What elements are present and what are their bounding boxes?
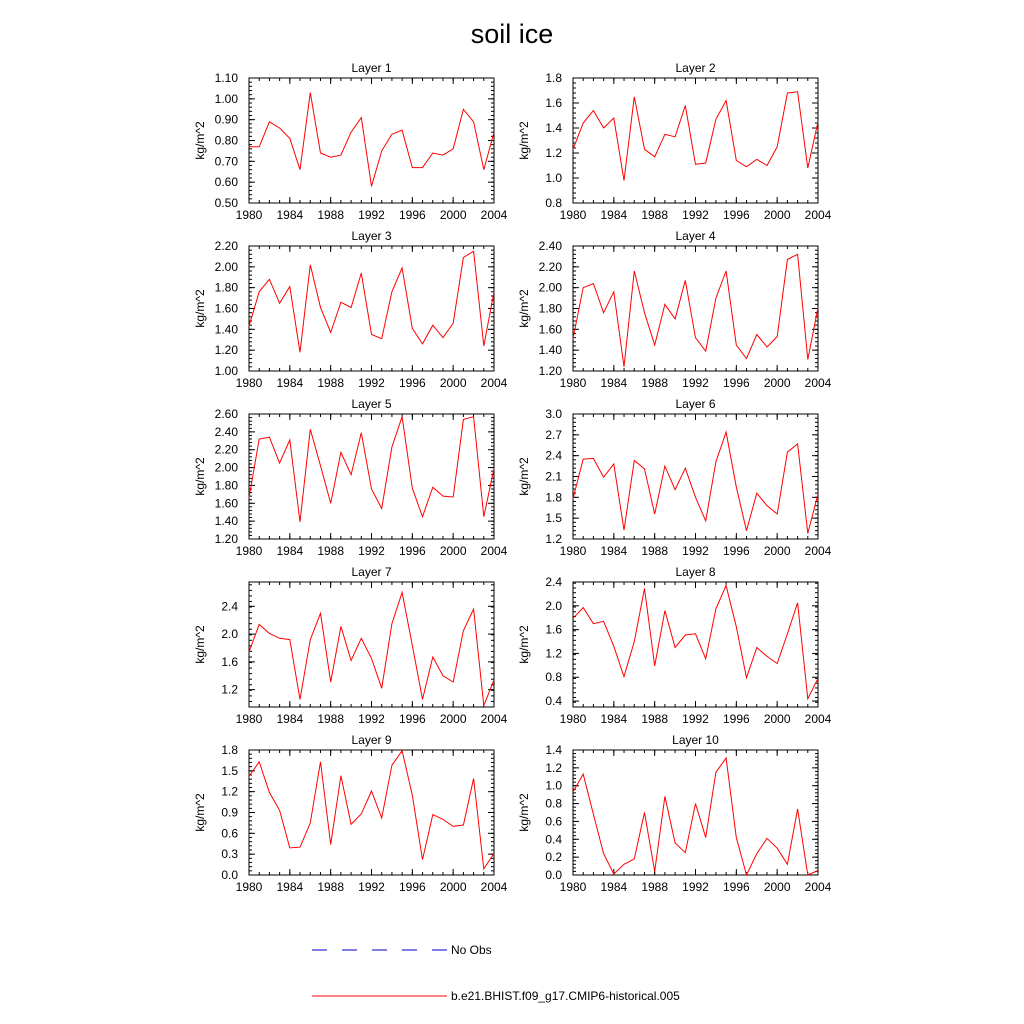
panel-10 xyxy=(517,733,832,894)
panel-5-series-line xyxy=(249,417,494,522)
panel-3-y-tick-label: 1.40 xyxy=(214,322,238,337)
panel-10-x-tick-label: 1996 xyxy=(722,880,750,894)
panel-7-y-tick-label: 1.2 xyxy=(221,682,238,697)
panel-10-y-tick-label: 1.2 xyxy=(545,760,562,775)
panel-2 xyxy=(517,61,832,222)
panel-2-x-tick-label: 1996 xyxy=(722,208,750,222)
panel-6-y-tick-label: 1.5 xyxy=(545,511,562,526)
panel-1-x-tick-label: 1988 xyxy=(317,208,345,222)
panel-3-y-axis-label: kg/m^2 xyxy=(193,289,207,328)
legend xyxy=(312,943,680,1003)
panel-1-series-line xyxy=(249,93,494,187)
panel-2-title: Layer 2 xyxy=(675,61,716,75)
panel-8-x-tick-label: 1992 xyxy=(682,712,709,726)
panel-5-y-tick-label: 1.80 xyxy=(214,478,238,493)
panel-3-x-tick-label: 1996 xyxy=(398,376,426,390)
panel-5-y-tick-label: 2.00 xyxy=(214,460,238,475)
panel-10-y-tick-label: 0.6 xyxy=(545,814,562,829)
panel-1-y-tick-label: 0.60 xyxy=(214,175,238,190)
panel-6-series-line xyxy=(573,432,818,533)
panel-5-x-tick-label: 1980 xyxy=(235,544,263,558)
panel-9-title: Layer 9 xyxy=(351,733,392,747)
panel-3-series-line xyxy=(249,251,494,352)
legend-model-label: b.e21.BHIST.f09_g17.CMIP6-historical.005 xyxy=(451,989,680,1003)
figure-title: soil ice xyxy=(470,19,554,49)
panel-5-x-tick-label: 1984 xyxy=(276,544,304,558)
panel-6-y-tick-label: 2.7 xyxy=(545,427,562,442)
panel-3-title: Layer 3 xyxy=(351,229,392,243)
panel-8-series-line xyxy=(573,586,818,699)
panel-10-y-tick-label: 1.0 xyxy=(545,778,562,793)
panel-7-frame xyxy=(249,582,494,707)
panel-1-y-tick-label: 0.70 xyxy=(214,154,238,169)
panel-3-y-tick-label: 1.60 xyxy=(214,301,238,316)
panel-6 xyxy=(517,397,832,558)
panel-5-y-tick-label: 1.40 xyxy=(214,514,238,529)
panel-9-y-tick-label: 0.9 xyxy=(221,805,238,820)
panel-1-x-tick-label: 2000 xyxy=(439,208,467,222)
panel-4-y-tick-label: 2.40 xyxy=(538,239,562,253)
panel-3-x-tick-label: 1988 xyxy=(317,376,345,390)
panel-6-y-tick-label: 3.0 xyxy=(545,407,562,421)
panel-1-x-tick-label: 1984 xyxy=(276,208,304,222)
panel-7-y-tick-label: 2.4 xyxy=(221,599,238,614)
panel-4-x-tick-label: 1996 xyxy=(722,376,750,390)
panel-3-x-tick-label: 2004 xyxy=(480,376,508,390)
panel-9-y-axis-label: kg/m^2 xyxy=(193,793,207,832)
panel-9 xyxy=(193,733,508,894)
panel-4-y-tick-label: 2.20 xyxy=(538,259,562,274)
panel-9-x-tick-label: 1980 xyxy=(235,880,263,894)
panel-9-x-tick-label: 2004 xyxy=(480,880,508,894)
panel-9-x-tick-label: 1984 xyxy=(276,880,304,894)
panel-2-x-tick-label: 1992 xyxy=(682,208,709,222)
panel-4-y-tick-label: 2.00 xyxy=(538,280,562,295)
panel-1-x-tick-label: 1992 xyxy=(358,208,385,222)
panel-9-y-tick-label: 0.0 xyxy=(221,868,238,882)
panel-5-y-axis-label: kg/m^2 xyxy=(193,457,207,496)
panel-1-y-axis-label: kg/m^2 xyxy=(193,121,207,160)
panel-10-x-tick-label: 2004 xyxy=(804,880,832,894)
panel-6-frame xyxy=(573,414,818,539)
panel-7-series-line xyxy=(249,592,494,705)
panel-7-x-tick-label: 1988 xyxy=(317,712,345,726)
panel-4-x-tick-label: 1984 xyxy=(600,376,628,390)
panel-8-y-tick-label: 1.2 xyxy=(545,646,562,661)
panel-6-y-tick-label: 1.2 xyxy=(545,532,562,546)
panel-4-title: Layer 4 xyxy=(675,229,716,243)
panel-3-y-tick-label: 1.00 xyxy=(214,364,238,378)
panel-2-x-tick-label: 1980 xyxy=(559,208,587,222)
panel-7-x-tick-label: 1980 xyxy=(235,712,263,726)
panel-6-x-tick-label: 1984 xyxy=(600,544,628,558)
panel-10-y-tick-label: 1.4 xyxy=(545,743,562,757)
panel-6-x-tick-label: 1988 xyxy=(641,544,669,558)
panel-1-x-tick-label: 2004 xyxy=(480,208,508,222)
panel-8-x-tick-label: 1984 xyxy=(600,712,628,726)
panel-4-x-tick-label: 1992 xyxy=(682,376,709,390)
panel-5-x-tick-label: 1988 xyxy=(317,544,345,558)
panel-7-y-axis-label: kg/m^2 xyxy=(193,625,207,664)
panel-8-y-tick-label: 0.8 xyxy=(545,670,562,685)
panel-9-y-tick-label: 1.2 xyxy=(221,784,238,799)
panel-4-x-tick-label: 1980 xyxy=(559,376,587,390)
panel-2-y-tick-label: 0.8 xyxy=(545,196,562,210)
panel-8-frame xyxy=(573,582,818,707)
panel-2-frame xyxy=(573,78,818,203)
legend-no-obs-label: No Obs xyxy=(451,943,492,957)
panel-4-x-tick-label: 2000 xyxy=(763,376,791,390)
panel-2-y-axis-label: kg/m^2 xyxy=(517,121,531,160)
panel-4-y-tick-label: 1.20 xyxy=(538,364,562,378)
panel-8-x-tick-label: 1988 xyxy=(641,712,669,726)
panel-6-x-tick-label: 1996 xyxy=(722,544,750,558)
panel-8-title: Layer 8 xyxy=(675,565,716,579)
panel-5-x-tick-label: 1992 xyxy=(358,544,385,558)
panel-5-y-tick-label: 2.40 xyxy=(214,424,238,439)
panel-10-series-line xyxy=(573,758,818,875)
panel-3-y-tick-label: 2.00 xyxy=(214,259,238,274)
panel-5-x-tick-label: 1996 xyxy=(398,544,426,558)
panel-5-x-tick-label: 2004 xyxy=(480,544,508,558)
panel-3-y-tick-label: 1.80 xyxy=(214,280,238,295)
panel-7-x-tick-label: 1992 xyxy=(358,712,385,726)
panel-5-y-tick-label: 2.20 xyxy=(214,442,238,457)
panel-6-y-axis-label: kg/m^2 xyxy=(517,457,531,496)
panel-9-x-tick-label: 2000 xyxy=(439,880,467,894)
panel-7-y-tick-label: 2.0 xyxy=(221,627,238,642)
panel-1-x-tick-label: 1980 xyxy=(235,208,263,222)
panel-10-y-tick-label: 0.2 xyxy=(545,850,562,865)
panel-8-x-tick-label: 1980 xyxy=(559,712,587,726)
panel-3-y-tick-label: 2.20 xyxy=(214,239,238,253)
panel-9-y-tick-label: 0.6 xyxy=(221,826,238,841)
panel-5-x-tick-label: 2000 xyxy=(439,544,467,558)
panel-2-x-tick-label: 2000 xyxy=(763,208,791,222)
panel-4-y-tick-label: 1.40 xyxy=(538,343,562,358)
panel-8-x-tick-label: 1996 xyxy=(722,712,750,726)
panel-1-y-tick-label: 0.80 xyxy=(214,133,238,148)
panel-4 xyxy=(517,229,832,390)
panel-5-y-tick-label: 1.60 xyxy=(214,496,238,511)
panel-5-frame xyxy=(249,414,494,539)
panel-6-title: Layer 6 xyxy=(675,397,716,411)
panel-9-series-line xyxy=(249,751,494,869)
panel-5-y-tick-label: 2.60 xyxy=(214,407,238,421)
panel-2-x-tick-label: 2004 xyxy=(804,208,832,222)
panel-6-y-tick-label: 2.1 xyxy=(545,469,562,484)
panel-9-frame xyxy=(249,750,494,875)
panel-10-x-tick-label: 1988 xyxy=(641,880,669,894)
chart-panels xyxy=(193,61,832,894)
panel-9-x-tick-label: 1992 xyxy=(358,880,385,894)
panel-2-x-tick-label: 1988 xyxy=(641,208,669,222)
panel-9-y-tick-label: 1.8 xyxy=(221,743,238,757)
panel-10-y-tick-label: 0.8 xyxy=(545,796,562,811)
panel-5-title: Layer 5 xyxy=(351,397,392,411)
panel-8 xyxy=(517,565,832,726)
panel-7-x-tick-label: 2004 xyxy=(480,712,508,726)
panel-3-frame xyxy=(249,246,494,371)
panel-8-x-tick-label: 2004 xyxy=(804,712,832,726)
panel-2-y-tick-label: 1.2 xyxy=(545,146,562,160)
panel-5 xyxy=(193,397,508,558)
panel-6-y-tick-label: 2.4 xyxy=(545,448,562,463)
panel-2-y-tick-label: 1.0 xyxy=(545,171,562,185)
panel-6-x-tick-label: 2004 xyxy=(804,544,832,558)
panel-7-x-tick-label: 2000 xyxy=(439,712,467,726)
panel-7-y-tick-label: 1.6 xyxy=(221,654,238,669)
panel-8-y-axis-label: kg/m^2 xyxy=(517,625,531,664)
panel-1-title: Layer 1 xyxy=(351,61,392,75)
panel-4-x-tick-label: 1988 xyxy=(641,376,669,390)
panel-8-y-tick-label: 1.6 xyxy=(545,622,562,637)
panel-1-y-tick-label: 0.50 xyxy=(214,196,238,210)
panel-9-y-tick-label: 1.5 xyxy=(221,763,238,778)
panel-4-y-tick-label: 1.80 xyxy=(538,301,562,316)
panel-10-x-tick-label: 2000 xyxy=(763,880,791,894)
panel-1-y-tick-label: 1.00 xyxy=(214,91,238,106)
panel-3-y-tick-label: 1.20 xyxy=(214,343,238,358)
panel-2-y-tick-label: 1.8 xyxy=(545,71,562,85)
panel-8-x-tick-label: 2000 xyxy=(763,712,791,726)
panel-5-y-tick-label: 1.20 xyxy=(214,532,238,546)
panel-10-title: Layer 10 xyxy=(672,733,719,747)
panel-1-y-tick-label: 1.10 xyxy=(214,71,238,85)
panel-7 xyxy=(193,565,508,726)
panel-6-y-tick-label: 1.8 xyxy=(545,490,562,505)
panel-6-x-tick-label: 1980 xyxy=(559,544,587,558)
panel-10-frame xyxy=(573,750,818,875)
panel-2-y-tick-label: 1.6 xyxy=(545,96,562,110)
panel-10-y-tick-label: 0.0 xyxy=(545,868,562,882)
panel-2-x-tick-label: 1984 xyxy=(600,208,628,222)
panel-6-x-tick-label: 1992 xyxy=(682,544,709,558)
panel-8-y-tick-label: 2.0 xyxy=(545,598,562,613)
panel-9-y-tick-label: 0.3 xyxy=(221,847,238,862)
panel-1 xyxy=(193,61,508,222)
panel-4-series-line xyxy=(573,254,818,366)
panel-6-x-tick-label: 2000 xyxy=(763,544,791,558)
panel-3-x-tick-label: 1984 xyxy=(276,376,304,390)
panel-3-x-tick-label: 1980 xyxy=(235,376,263,390)
panel-9-x-tick-label: 1996 xyxy=(398,880,426,894)
panel-4-y-tick-label: 1.60 xyxy=(538,322,562,337)
panel-4-y-axis-label: kg/m^2 xyxy=(517,289,531,328)
panel-2-y-tick-label: 1.4 xyxy=(545,121,562,135)
panel-4-x-tick-label: 2004 xyxy=(804,376,832,390)
panel-8-y-tick-label: 2.4 xyxy=(545,575,562,589)
panel-8-y-tick-label: 0.4 xyxy=(545,694,562,709)
panel-7-x-tick-label: 1984 xyxy=(276,712,304,726)
panel-3-x-tick-label: 2000 xyxy=(439,376,467,390)
panel-7-title: Layer 7 xyxy=(351,565,392,579)
panel-9-x-tick-label: 1988 xyxy=(317,880,345,894)
panel-3 xyxy=(193,229,508,390)
panel-1-x-tick-label: 1996 xyxy=(398,208,426,222)
panel-10-y-axis-label: kg/m^2 xyxy=(517,793,531,832)
panel-1-y-tick-label: 0.90 xyxy=(214,112,238,127)
panel-3-x-tick-label: 1992 xyxy=(358,376,385,390)
panel-10-x-tick-label: 1980 xyxy=(559,880,587,894)
panel-7-x-tick-label: 1996 xyxy=(398,712,426,726)
panel-2-series-line xyxy=(573,92,818,181)
panel-10-y-tick-label: 0.4 xyxy=(545,832,562,847)
panel-10-x-tick-label: 1984 xyxy=(600,880,628,894)
panel-10-x-tick-label: 1992 xyxy=(682,880,709,894)
